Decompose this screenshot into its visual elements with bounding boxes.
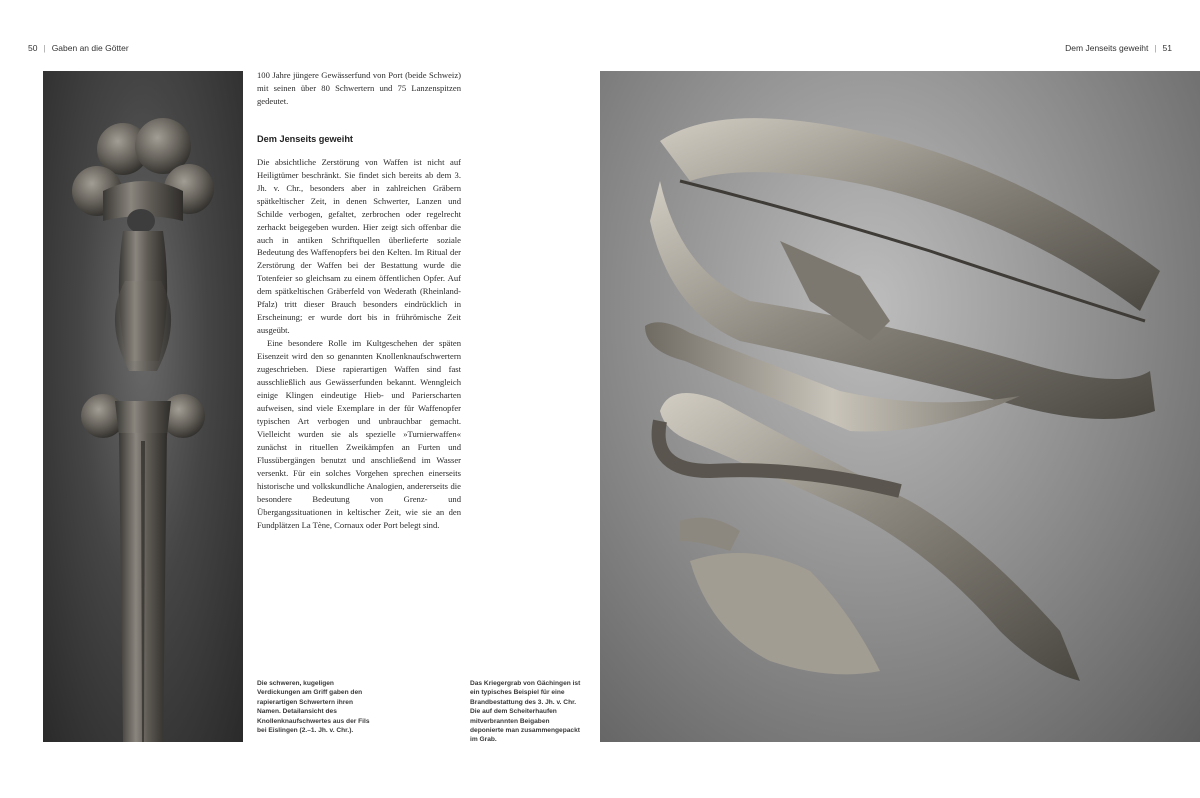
caption-left: Die schweren, kugeligen Verdickungen am Griff gaben den rapierartigen Schwertern ihren Namen. Detailansicht des Knollenknaufschwertes aus der Fils bei Eislingen (2.–1. Jh. v. Chr.). xyxy=(257,680,370,735)
body-paragraph: Die absichtliche Zerstörung von Waffen ist nicht auf Heiligtümer beschränkt. Sie findet sich bereits ab dem 3. Jh. v. Chr., besonders aber in zahlreichen Gräbern spätkeltischer Zeit, in denen Schwerter, Lanzen und Schilde verbogen, gefaltet, zerbrochen oder regelrecht zerhackt beigegeben wurden. Hier zeigt sich offenbar die auch in antiken Schriftquellen überlieferte soziale Bedeutung des Waffenopfers bei den Kelten. Im Ritual der Zerstörung der Waffen bei der Bestattung wurde die Totenfeier so gleichsam zu einem öffentlichen Opfer. Auf dem spätkeltischen Gräberfeld von Wederath (Rheinland-Pfalz) tritt dieser Brauch besonders eindrücklich in Erscheinung; er wurde dort bis in frührömische Zeit ausgeübt. xyxy=(257,156,461,336)
sword-hilt-photo xyxy=(43,71,243,742)
page-number-right: 51 xyxy=(1162,43,1172,53)
caption-right: Das Kriegergrab von Gächingen ist ein typisches Beispiel für eine Brandbestattung des 3. Jh. v. Chr. Die auf dem Scheiterhaufen mitverbrannten Beigaben deponierte man zusammengepackt im Grab. xyxy=(470,680,581,744)
bent-weapons-photo xyxy=(600,71,1200,742)
section-heading: Dem Jenseits geweiht xyxy=(257,133,353,144)
intro-paragraph: 100 Jahre jüngere Gewässerfund von Port (beide Schweiz) mit seinen über 80 Schwertern und 75 Lanzenspitzen gedeutet. xyxy=(257,70,461,106)
header-separator: | xyxy=(1154,43,1157,53)
section-title-header: Dem Jenseits geweiht xyxy=(1065,43,1149,53)
page-number-left: 50 xyxy=(28,43,38,53)
running-header-left xyxy=(28,43,129,53)
main-text-column xyxy=(257,69,461,531)
bent-weapons-photo-icon xyxy=(600,71,1200,742)
running-header-right xyxy=(1065,43,1172,53)
chapter-title: Gaben an die Götter xyxy=(51,43,129,53)
header-separator: | xyxy=(43,43,46,53)
sword-hilt-photo-icon xyxy=(43,71,243,742)
body-paragraph: Eine besondere Rolle im Kultgeschehen der späten Eisenzeit wird den so genannten Knollenknaufschwertern zugeschrieben. Diese rapierartigen Waffen sind fast ausschließlich aus Gewässerfunden bekannt. Wenngleich einige Klingen eindeutige Hieb- und Parierscharten aufweisen, sind viele Exemplare in der für Waffenopfer typischen Art verbogen und unbrauchbar gemacht. Vielleicht wurden sie als spezielle »Turnierwaffen« zunächst in rituellen Zweikämpfen an Furten und Flussübergängen benutzt und anschließend im Wasser versenkt. Für ein solches Vorgehen sprechen einerseits historische und volkskundliche Analogien, andererseits die besondere Bedeutung von Grenz- und Übergangssituationen in keltischer Zeit, wie sie an den Fundplätzen La Tène, Cornaux oder Port belegt sind. xyxy=(257,338,461,530)
